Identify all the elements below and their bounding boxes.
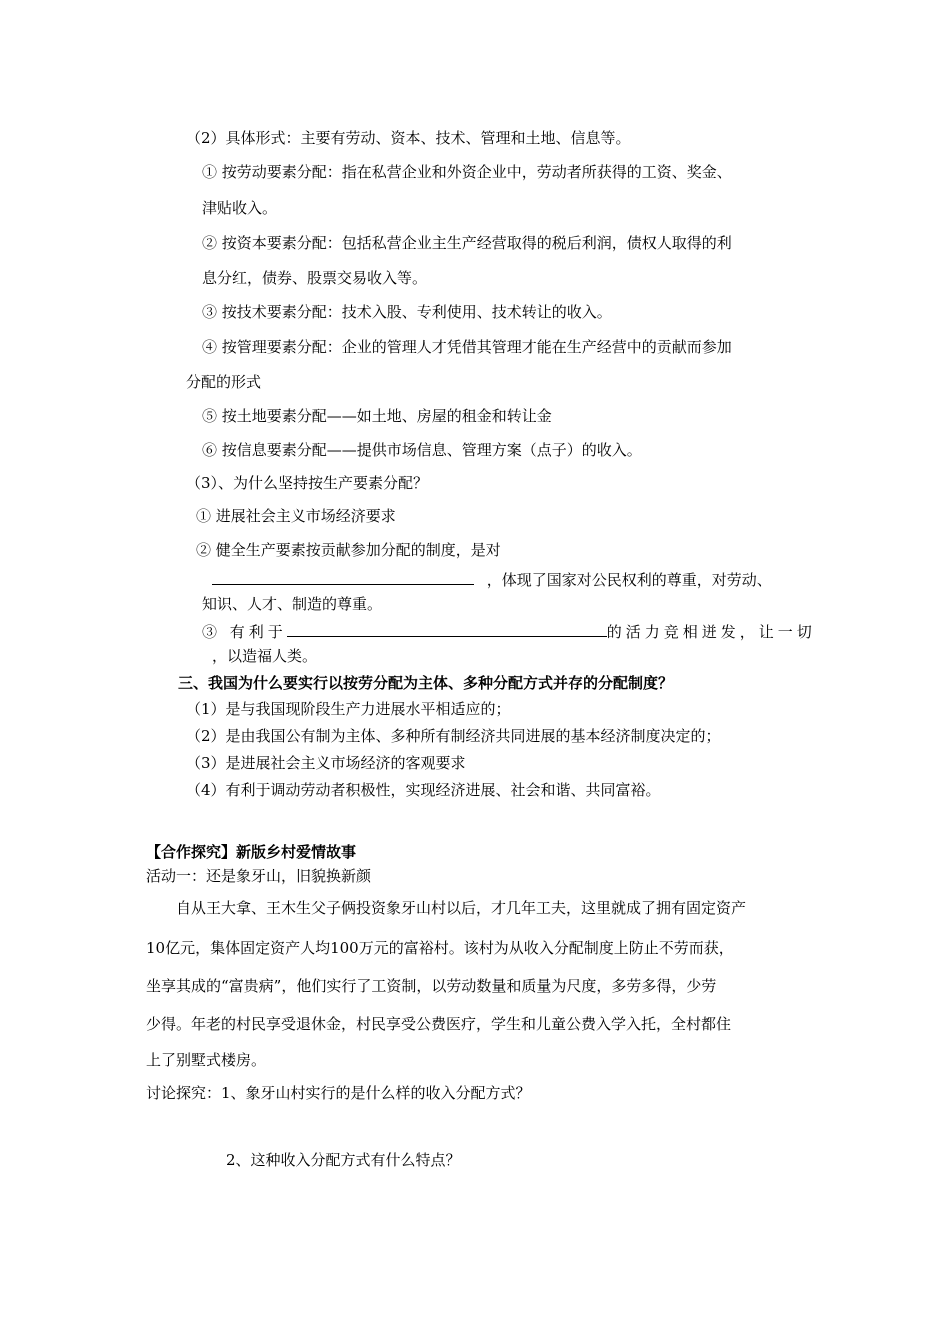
part-3-reason-4: （4）有利于调动劳动者积极性，实现经济进展、社会和谐、共同富裕。 (186, 781, 661, 799)
part-3-heading: 三、我国为什么要实行以按劳分配为主体、多种分配方式并存的分配制度？ (178, 674, 674, 692)
item-1-line-b: 津贴收入。 (202, 199, 278, 217)
cooperation-heading: 【合作探究】新版乡村爱情故事 (146, 843, 357, 861)
discussion-question-2: 2、这种收入分配方式有什么特点？ (226, 1151, 461, 1169)
part-3-reason-2: （2）是由我国公有制为主体、多种所有制经济共同进展的基本经济制度决定的； (186, 727, 721, 745)
part-3-reason-3: （3）是进展社会主义市场经济的客观要求 (186, 754, 466, 772)
reason-3-line-c: ，以造福人类。 (212, 647, 318, 665)
reason-1: ① 进展社会主义市场经济要求 (196, 507, 396, 525)
section-3-heading: （3）、为什么坚持按生产要素分配？ (186, 474, 429, 492)
reason-2-line-c: 知识、人才、制造的尊重。 (202, 595, 383, 613)
reason-3-suffix: 的活力竞相迸发，让一切 (606, 623, 816, 641)
discussion-question-1: 讨论探究：1、象牙山村实行的是什么样的收入分配方式？ (146, 1084, 531, 1102)
fill-in-blank[interactable] (287, 620, 607, 637)
fill-in-blank[interactable] (212, 568, 474, 585)
reason-3-line-a (202, 620, 816, 642)
story-line-3: 坐享其成的“富贵病”，他们实行了工资制，以劳动数量和质量为尺度，多劳多得，少劳 (146, 977, 717, 995)
story-line-2: 10亿元，集体固定资产人均100万元的富裕村。该村为从收入分配制度上防止不劳而获， (146, 939, 734, 957)
item-2-line-b: 息分红，债券、股票交易收入等。 (202, 269, 428, 287)
story-line-1: 自从王大拿、王木生父子俩投资象牙山村以后，才几年工夫，这里就成了拥有固定资产 (176, 899, 747, 917)
item-5: ⑤ 按土地要素分配——如土地、房屋的租金和转让金 (202, 407, 552, 425)
reason-2-line-a: ② 健全生产要素按贡献参加分配的制度，是对 (196, 541, 501, 559)
activity-title: 活动一：还是象牙山，旧貌换新颜 (146, 867, 372, 885)
item-4-line-a: ④ 按管理要素分配：企业的管理人才凭借其管理才能在生产经营中的贡献而参加 (202, 338, 732, 356)
item-3: ③ 按技术要素分配：技术入股、专利使用、技术转让的收入。 (202, 303, 612, 321)
item-2-line-a: ② 按资本要素分配：包括私营企业主生产经营取得的税后利润，债权人取得的利 (202, 234, 732, 252)
story-line-5: 上了别墅式楼房。 (146, 1051, 267, 1069)
reason-2-line-b-text: ，体现了国家对公民权利的尊重，对劳动、 (486, 571, 772, 589)
item-1-line-a: ① 按劳动要素分配：指在私营企业和外资企业中，劳动者所获得的工资、奖金、 (202, 163, 732, 181)
item-4-line-b: 分配的形式 (186, 373, 262, 391)
item-6: ⑥ 按信息要素分配——提供市场信息、管理方案（点子）的收入。 (202, 441, 642, 459)
reason-3-prefix: ③ 有利于 (202, 623, 287, 641)
section-2-heading: （2）具体形式：主要有劳动、资本、技术、管理和土地、信息等。 (186, 129, 631, 147)
reason-2-line-b (212, 568, 772, 590)
story-line-4: 少得。年老的村民享受退休金，村民享受公费医疗，学生和儿童公费入学入托，全村都住 (146, 1015, 732, 1033)
part-3-reason-1: （1）是与我国现阶段生产力进展水平相适应的； (186, 700, 511, 718)
